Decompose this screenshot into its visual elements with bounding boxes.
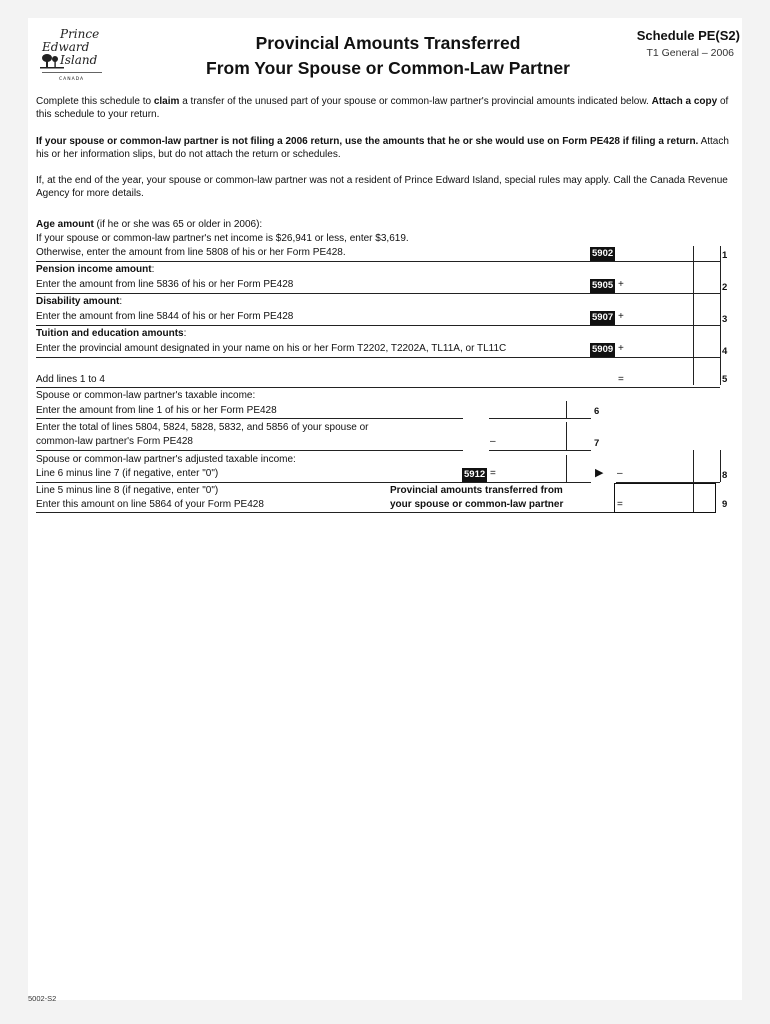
equals-sign: = bbox=[618, 374, 624, 385]
plus-sign: + bbox=[618, 279, 624, 290]
age-amount-heading: Age amount (if he or she was 65 or older in 2006): bbox=[36, 219, 263, 230]
rule bbox=[36, 261, 616, 262]
intro-paragraph-3: If, at the end of the year, your spouse or common-law partner was not a resident of Prince Edward Island, special rules may apply. Call the Canada Revenue Agency for more details. bbox=[36, 175, 728, 199]
spouse-income-text: Enter the amount from line 1 of his or her Form PE428 bbox=[36, 405, 277, 416]
intro-paragraph-2: If your spouse or common-law partner is not filing a 2006 return, use the amounts that he or she would use on Form PE428 if filing a return. Attach his or her information slips, but do not attach the return or schedules. bbox=[36, 136, 729, 160]
line9-label-2: your spouse or common-law partner bbox=[390, 499, 564, 510]
line-number-7: 7 bbox=[594, 438, 600, 449]
disability-text: Enter the amount from line 5844 of his or her Form PE428 bbox=[36, 311, 294, 322]
tuition-heading: Tuition and education amounts: bbox=[36, 328, 187, 339]
code-5909: 5909 bbox=[592, 344, 614, 355]
line-5-input[interactable] bbox=[36, 387, 720, 388]
age-amount-text-2: Otherwise, enter the amount from line 5808 of his or her Form PE428. bbox=[36, 247, 346, 258]
disability-heading: Disability amount: bbox=[36, 296, 123, 307]
tuition-text: Enter the provincial amount designated in your name on his or her Form T2202, T2202A, TL11A, or TL11C bbox=[36, 343, 507, 354]
schedule-id: Schedule PE(S2) bbox=[636, 28, 740, 43]
line9-text-1: Line 5 minus line 8 (if negative, enter "0") bbox=[36, 485, 219, 496]
form-title-line1: Provincial Amounts Transferred bbox=[255, 33, 521, 53]
plus-sign: + bbox=[618, 311, 624, 322]
line-number-6: 6 bbox=[594, 406, 600, 417]
line9-text-2: Enter this amount on line 5864 of your Form PE428 bbox=[36, 499, 264, 510]
pei-logo bbox=[34, 24, 106, 86]
cents-column-divider bbox=[720, 246, 721, 385]
code-5912: 5912 bbox=[464, 469, 486, 480]
minus-sign: – bbox=[617, 468, 623, 479]
code-5902: 5902 bbox=[592, 248, 614, 259]
line-number-1: 1 bbox=[722, 250, 728, 261]
amount-column-divider bbox=[693, 246, 694, 385]
plus-sign: + bbox=[618, 343, 624, 354]
total-lines-text-2: common-law partner's Form PE428 bbox=[36, 436, 193, 447]
pension-text: Enter the amount from line 5836 of his or her Form PE428 bbox=[36, 279, 294, 290]
svg-text:Edward: Edward bbox=[42, 40, 90, 54]
code-5907: 5907 bbox=[592, 312, 614, 323]
line-number-9: 9 bbox=[722, 499, 728, 510]
equals-sign: = bbox=[617, 499, 623, 510]
line-2-input[interactable] bbox=[616, 293, 720, 294]
age-amount-text-1: If your spouse or common-law partner's net income is $26,941 or less, enter $3,619. bbox=[36, 233, 409, 244]
line-1-input[interactable] bbox=[616, 261, 720, 262]
svg-text:Prince: Prince bbox=[60, 27, 100, 41]
rule bbox=[36, 450, 463, 451]
form-page bbox=[28, 18, 742, 1003]
adjusted-income-text: Line 6 minus line 7 (if negative, enter "0") bbox=[36, 468, 219, 479]
spouse-income-heading: Spouse or common-law partner's taxable income: bbox=[36, 390, 256, 401]
total-lines-text-1: Enter the total of lines 5804, 5824, 5828, 5832, and 5856 of your spouse or bbox=[36, 422, 369, 433]
rule bbox=[36, 293, 616, 294]
line-6-input[interactable] bbox=[489, 418, 591, 419]
form-number: 5002-S2 bbox=[28, 994, 57, 1003]
line-7-input[interactable] bbox=[489, 450, 591, 451]
form-title-line2: From Your Spouse or Common-Law Partner bbox=[206, 58, 570, 78]
line9-label-1: Provincial amounts transferred from bbox=[390, 485, 563, 496]
intro-paragraph-1: Complete this schedule to claim a transfer of the unused part of your spouse or common-law partner's provincial amounts indicated below. Attach a copy of this schedule to your return. bbox=[36, 96, 729, 120]
code-5905: 5905 bbox=[592, 280, 614, 291]
cents-divider bbox=[566, 455, 567, 482]
add-lines-text: Add lines 1 to 4 bbox=[36, 374, 105, 385]
line-4-input[interactable] bbox=[616, 357, 720, 358]
svg-text:CANADA: CANADA bbox=[59, 77, 85, 82]
line-number-2: 2 bbox=[722, 282, 728, 293]
line-number-8: 8 bbox=[722, 470, 728, 481]
form-year: T1 General – 2006 bbox=[646, 47, 734, 59]
rule bbox=[36, 512, 616, 513]
pension-heading: Pension income amount: bbox=[36, 264, 155, 275]
rule bbox=[36, 418, 463, 419]
line-9-input[interactable] bbox=[614, 483, 716, 513]
arrow-right-icon: ▶ bbox=[595, 467, 604, 479]
rule bbox=[36, 325, 616, 326]
equals-sign: = bbox=[490, 468, 496, 479]
line-number-3: 3 bbox=[722, 314, 728, 325]
line-number-5: 5 bbox=[722, 374, 728, 385]
line-number-4: 4 bbox=[722, 346, 728, 357]
rule bbox=[36, 357, 616, 358]
cents-divider bbox=[566, 401, 567, 418]
amount-column-divider bbox=[693, 450, 694, 482]
minus-sign: – bbox=[490, 436, 496, 447]
cents-divider bbox=[566, 422, 567, 450]
adjusted-income-heading: Spouse or common-law partner's adjusted taxable income: bbox=[36, 454, 296, 465]
cents-column-divider bbox=[720, 450, 721, 482]
line-3-input[interactable] bbox=[616, 325, 720, 326]
svg-text:Island: Island bbox=[60, 53, 98, 67]
rule bbox=[36, 482, 591, 483]
cents-divider bbox=[693, 484, 694, 512]
